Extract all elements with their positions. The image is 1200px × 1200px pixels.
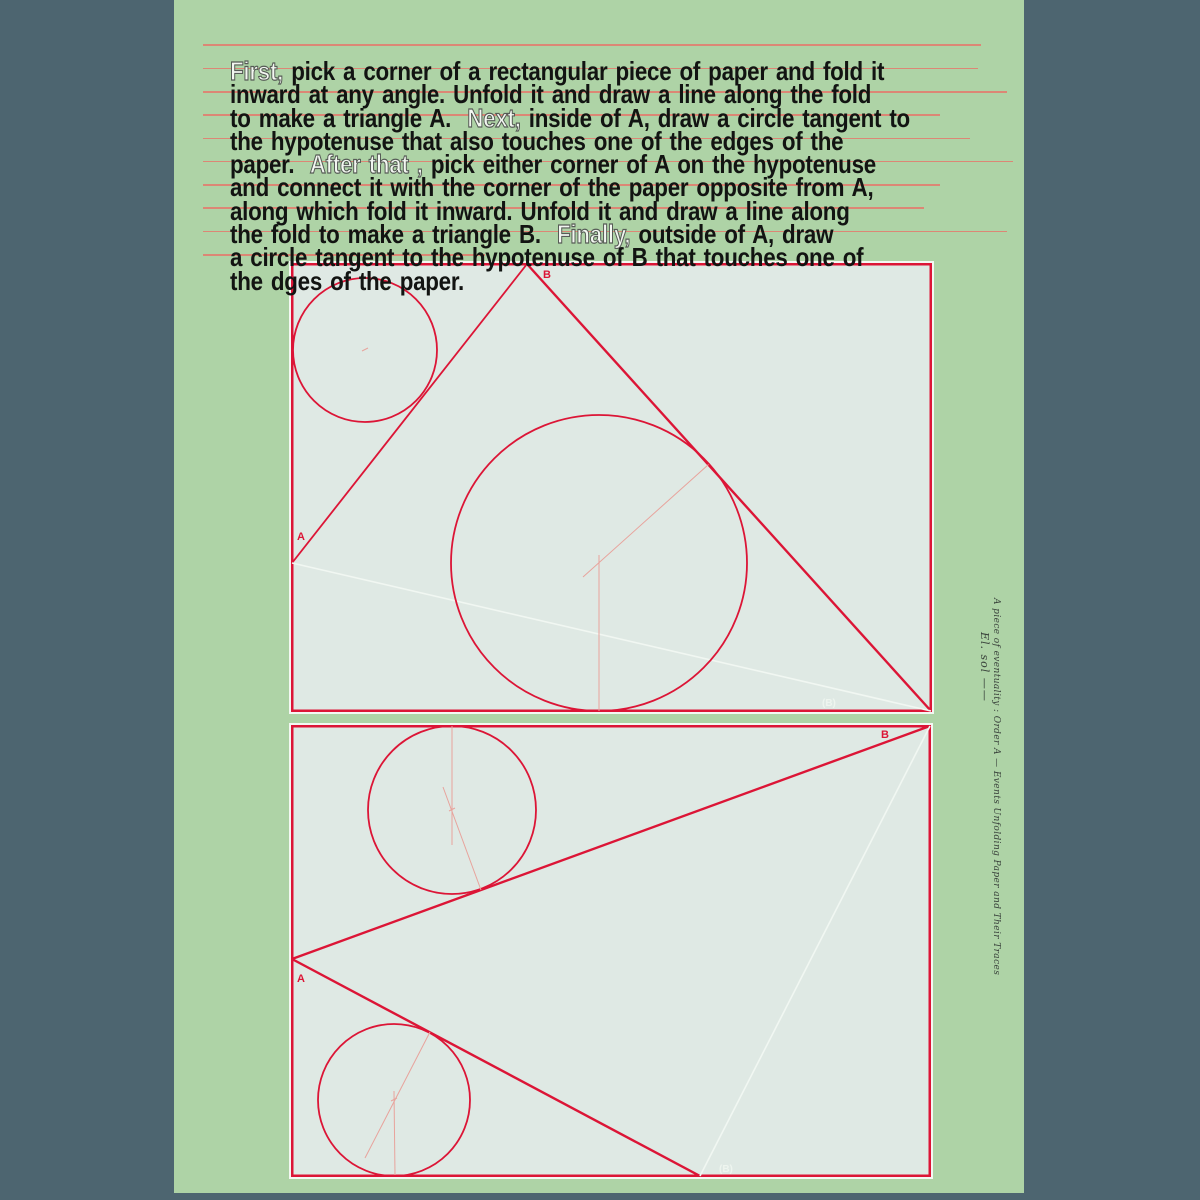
label-b: B — [881, 729, 889, 741]
keyword-after-that: After that , — [309, 149, 423, 180]
instruction-line-text: a circle tangent to the hypotenuse of B that touches one of — [229, 242, 863, 273]
instruction-line-text: to make a triangle A. Next, inside of A, draw a circle tangent to — [229, 102, 910, 133]
poster-background — [174, 0, 1024, 1193]
side-caption-signature: El. sol —— — [978, 632, 991, 702]
side-caption-text: A piece of eventuality : Order A — Events Unfolding Paper and Their Traces — [991, 598, 1001, 976]
instruction-line-text: the dges of the paper. — [229, 265, 464, 296]
hypotenuse-b-line — [527, 264, 931, 711]
instruction-line-text: First, pick a corner of a rectangular piece of paper and fold it — [229, 56, 884, 86]
instruction-line-text: along which fold it inward. Unfold it and draw a line along — [229, 195, 850, 226]
label-b-ghost: (B) — [822, 698, 836, 709]
construction-diagram-1 — [291, 263, 932, 712]
instruction-text-block — [203, 24, 1020, 296]
circle-bottom-radius-line — [365, 1032, 430, 1158]
hypotenuse-a-line — [292, 264, 527, 563]
construction-diagram-2 — [291, 725, 931, 1177]
line-underline — [203, 44, 981, 46]
instruction-line — [203, 24, 1020, 86]
instruction-line-text: inward at any angle. Unfold it and draw a line along the fold — [229, 79, 871, 110]
instruction-line-text: paper. After that , pick either corner of A on the hypotenuse — [229, 149, 876, 180]
keyword-finally: Finally, — [556, 219, 631, 250]
ghost-fold-line — [700, 726, 930, 1176]
label-b: B — [543, 269, 551, 281]
paper-border — [292, 726, 930, 1176]
instruction-line-text: the hypotenuse that also touches one of the edges of the — [229, 125, 843, 156]
keyword-next: Next, — [466, 102, 521, 133]
paper-sheet-2 — [291, 725, 931, 1177]
circle-a-center-mark — [362, 348, 368, 351]
circle-bottom-vertical-radius-line — [394, 1091, 395, 1175]
label-a: A — [297, 973, 305, 985]
label-b-ghost: (B) — [719, 1164, 733, 1175]
instruction-line-text: and connect it with the corner of the paper opposite from A, — [229, 172, 874, 203]
paper-sheet-1 — [291, 263, 932, 712]
instruction-line-text: the fold to make a triangle B. Finally, outside of A, draw — [229, 219, 833, 250]
ghost-fold-line — [292, 563, 931, 711]
hypotenuse-a-line — [292, 959, 700, 1176]
side-caption — [978, 598, 1001, 1158]
hypotenuse-b-line — [292, 726, 930, 959]
paper-border — [292, 264, 931, 711]
circle-b-radius-line — [583, 465, 709, 578]
label-a: A — [297, 531, 305, 543]
circle-top-radius-line — [443, 787, 481, 890]
keyword-first: First, — [229, 56, 283, 86]
